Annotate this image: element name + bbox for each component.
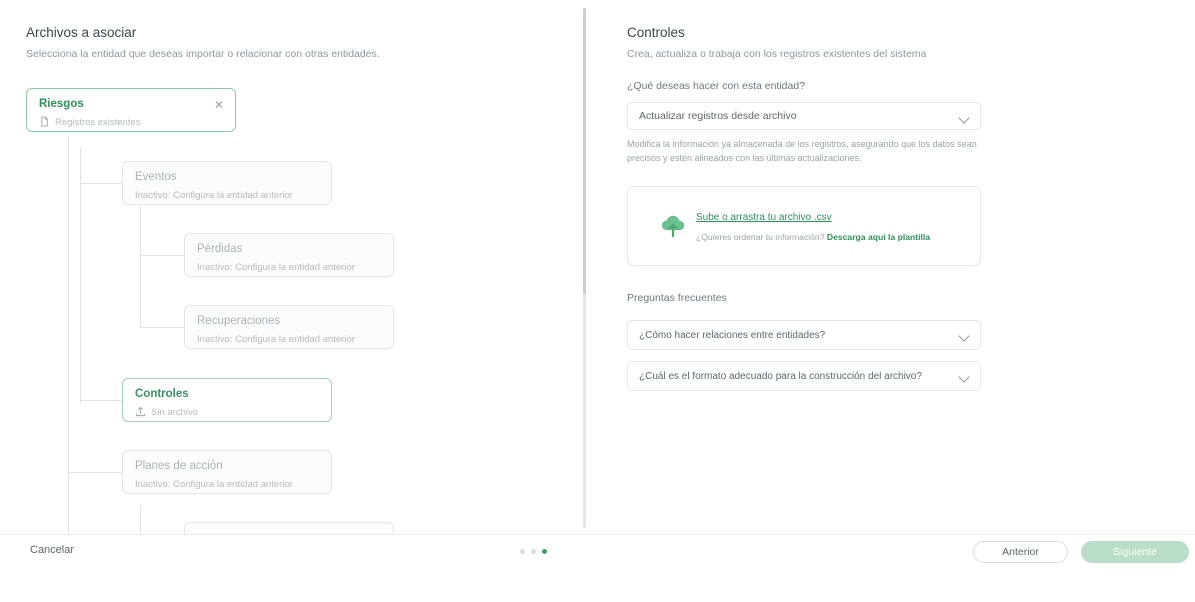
file-icon: [39, 116, 50, 127]
page-title: Archivos a asociar: [26, 25, 137, 40]
action-select[interactable]: [627, 102, 981, 130]
entity-card-title: Planes de acción: [135, 460, 223, 472]
next-button[interactable]: Siguiente: [1081, 541, 1189, 563]
tree-line: [140, 200, 141, 328]
dropzone-template-hint: [696, 232, 930, 242]
previous-button[interactable]: Anterior: [973, 541, 1068, 563]
chevron-down-icon: [958, 330, 969, 341]
action-select-value: Actualizar registros desde archivo: [639, 110, 797, 122]
footer-divider: [0, 534, 1195, 535]
chevron-down-icon: [958, 371, 969, 382]
entity-card-title: Pérdidas: [197, 243, 243, 255]
dropzone-upload-link[interactable]: Sube o arrastra tu archivo .csv: [696, 212, 832, 223]
step-dot-2[interactable]: [531, 549, 536, 554]
entity-card-title: Riesgos: [39, 98, 84, 110]
entity-card-planes-de-accion[interactable]: [122, 450, 332, 494]
panel-scrollbar-thumb[interactable]: [583, 8, 586, 294]
entity-card-title: Controles: [135, 388, 189, 400]
tree-line: [80, 183, 124, 184]
entities-panel: [0, 0, 586, 534]
step-dot-1[interactable]: [520, 549, 525, 554]
faq-item-1[interactable]: [627, 361, 981, 391]
details-title: Controles: [627, 25, 685, 40]
tree-line: [80, 400, 124, 401]
action-helper-text: Modifica la información ya almacenada de los registros, asegurando que los datos sean precisos y estén alineados con las últimas actualizaciones.: [627, 139, 977, 163]
close-icon[interactable]: ✕: [213, 98, 225, 112]
faq-question: ¿Cómo hacer relaciones entre entidades?: [639, 330, 826, 341]
tree-line: [140, 505, 141, 534]
entity-card-status: Registros existentes: [55, 117, 141, 128]
step-dot-3[interactable]: [542, 549, 547, 554]
entity-card-riesgos[interactable]: [26, 88, 236, 132]
entity-card-title: Recuperaciones: [197, 315, 281, 327]
tree-line: [140, 327, 184, 328]
faq-section-label: Preguntas frecuentes: [627, 292, 727, 304]
tree-line: [140, 255, 184, 256]
entity-card-recuperaciones[interactable]: [184, 305, 394, 349]
entity-card-status: Inactivo: Configura la entidad anterior: [197, 334, 355, 345]
entity-card-perdidas[interactable]: [184, 233, 394, 277]
entity-card-status: Sin archivo: [151, 407, 198, 418]
entity-card-status: Inactivo: Configura la entidad anterior: [197, 262, 355, 273]
cancel-button[interactable]: Cancelar: [30, 544, 75, 556]
entity-details-panel: [600, 0, 1195, 534]
upload-icon: [135, 406, 146, 417]
tree-line: [80, 148, 81, 403]
chevron-down-icon: [958, 112, 969, 123]
entity-card-status: Inactivo: Configura la entidad anterior: [135, 190, 293, 201]
dropzone-template-link[interactable]: Descarga aquí la plantilla: [826, 232, 931, 242]
entity-card-partial[interactable]: [184, 522, 394, 534]
tree-line: [68, 472, 124, 473]
faq-question: ¿Cuál es el formato adecuado para la construcción del archivo?: [639, 371, 922, 382]
page-subtitle: Selecciona la entidad que deseas importar o relacionar con otras entidades.: [26, 48, 380, 60]
tree-line: [68, 136, 69, 534]
details-subtitle: Crea, actualiza o trabaja con los registros existentes del sistema: [627, 48, 927, 60]
entity-card-title: Eventos: [135, 171, 177, 183]
faq-item-0[interactable]: [627, 320, 981, 350]
entity-card-status: Inactivo: Configura la entidad anterior: [135, 479, 293, 490]
upload-cloud-icon: [658, 212, 688, 238]
dropzone-hint-prefix: ¿Quieres ordenar tu información?: [696, 232, 827, 242]
file-dropzone[interactable]: [627, 186, 981, 266]
step-indicator: [520, 548, 550, 556]
action-select-label: ¿Qué deseas hacer con esta entidad?: [627, 80, 806, 92]
entity-card-eventos[interactable]: [122, 161, 332, 205]
entity-card-controles[interactable]: [122, 378, 332, 422]
